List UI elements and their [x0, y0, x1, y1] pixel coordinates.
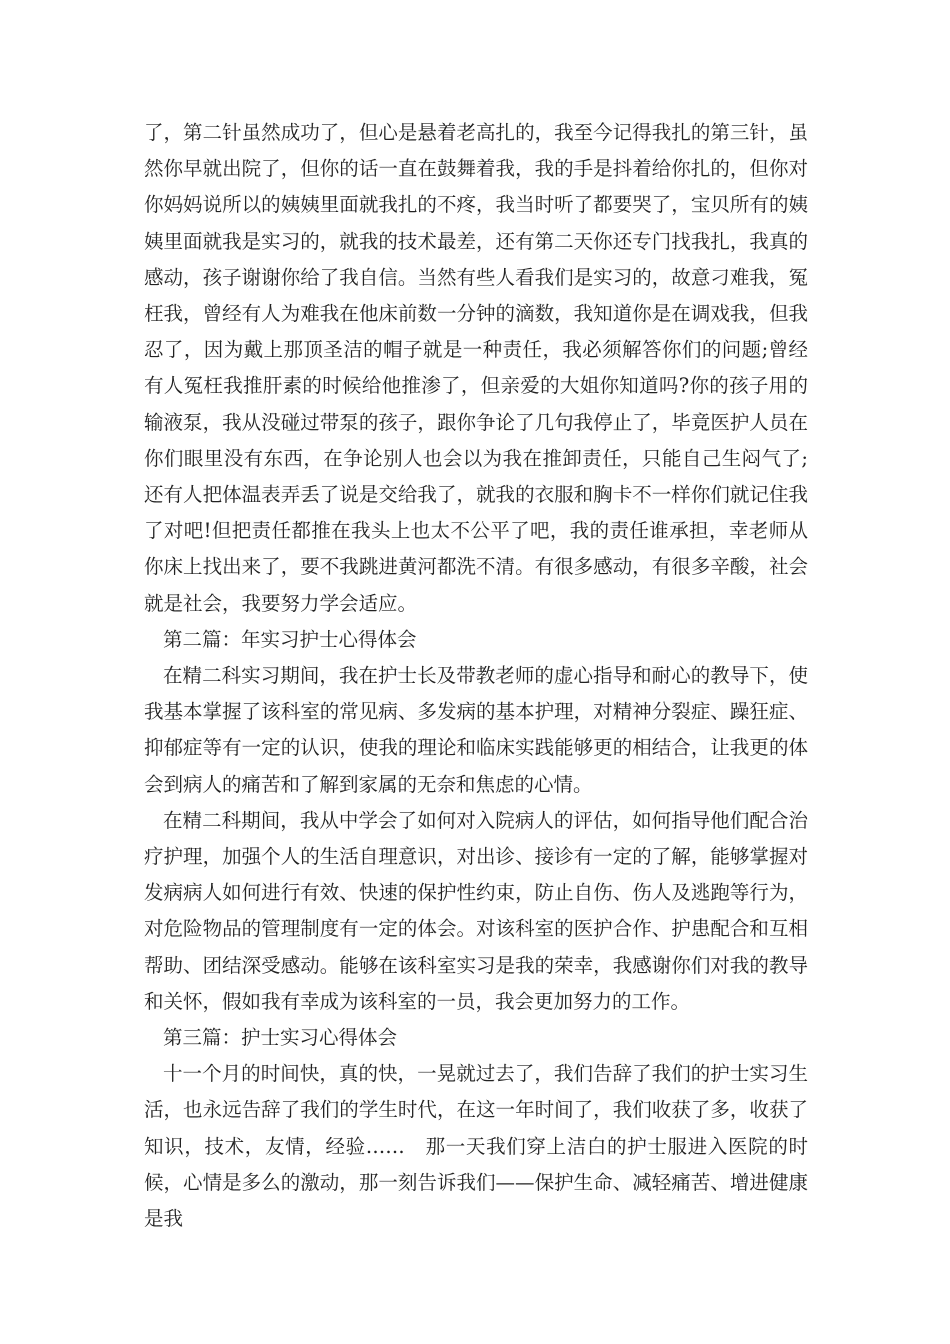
body-paragraph: 在精二科期间，我从中学会了如何对入院病人的评估，如何指导他们配合治疗护理，加强个人的生活自理意识，对出诊、接诊有一定的了解，能够掌握对发病病人如何进行有效、快速的保护性约束，防止自伤、伤人及逃跑等行为，对危险物品的管理制度有一定的体会。对该科室的医护合作、护患配合和互相帮助、团结深受感动。能够在该科室实习是我的荣幸，我感谢你们对我的教导和关怀，假如我有幸成为该科室的一员，我会更加努力的工作。	[144, 808, 808, 1013]
body-paragraph: 在精二科实习期间，我在护士长及带教老师的虚心指导和耐心的教导下，使我基本掌握了该科室的常见病、多发病的基本护理，对精神分裂症、躁狂症、抑郁症等有一定的认识，使我的理论和临床实践能够更的相结合，让我更的体会到病人的痛苦和了解到家属的无奈和焦虑的心情。	[144, 664, 808, 796]
document-page	[144, 115, 808, 1237]
section-heading: 第二篇：年实习护士心得体会	[163, 627, 417, 651]
body-paragraph: 了，第二针虽然成功了，但心是悬着老高扎的，我至今记得我扎的第三针，虽然你早就出院了，但你的话一直在鼓舞着我，我的手是抖着给你扎的，但你对你妈妈说所以的姨姨里面就我扎的不疼，我当时听了都要哭了，宝贝所有的姨姨里面就我是实习的，就我的技术最差，还有第二天你还专门找我扎，我真的感动，孩子谢谢你给了我自信。当然有些人看我们是实习的，故意刁难我，冤枉我，曾经有人为难我在他床前数一分钟的滴数，我知道你是在调戏我，但我忍了，因为戴上那顶圣洁的帽子就是一种责任，我必须解答你们的问题;曾经有人冤枉我推肝素的时候给他推渗了，但亲爱的大姐你知道吗?你的孩子用的输液泵，我从没碰过带泵的孩子，跟你争论了几句我停止了，毕竟医护人员在你们眼里没有东西，在争论别人也会以为我在推卸责任，只能自己生闷气了;还有人把体温表弄丢了说是交给我了，就我的衣服和胸卡不一样你们就记住我了对吧!但把责任都推在我头上也太不公平了吧，我的责任谁承担，幸老师从你床上找出来了，要不我跳进黄河都洗不清。有很多感动，有很多辛酸，社会就是社会，我要努力学会适应。	[144, 121, 808, 615]
section-heading: 第三篇：护士实习心得体会	[163, 1026, 398, 1050]
body-paragraph: 十一个月的时间快，真的快，一晃就过去了，我们告辞了我们的护士实习生活，也永远告辞了我们的学生时代，在这一年时间了，我们收获了多，收获了知识，技术，友情，经验…… 那一天我们穿上洁白的护士服进入医院的时候，心情是多么的激动，那一刻告诉我们——保护生命、减轻痛苦、增进健康是我	[144, 1062, 808, 1231]
